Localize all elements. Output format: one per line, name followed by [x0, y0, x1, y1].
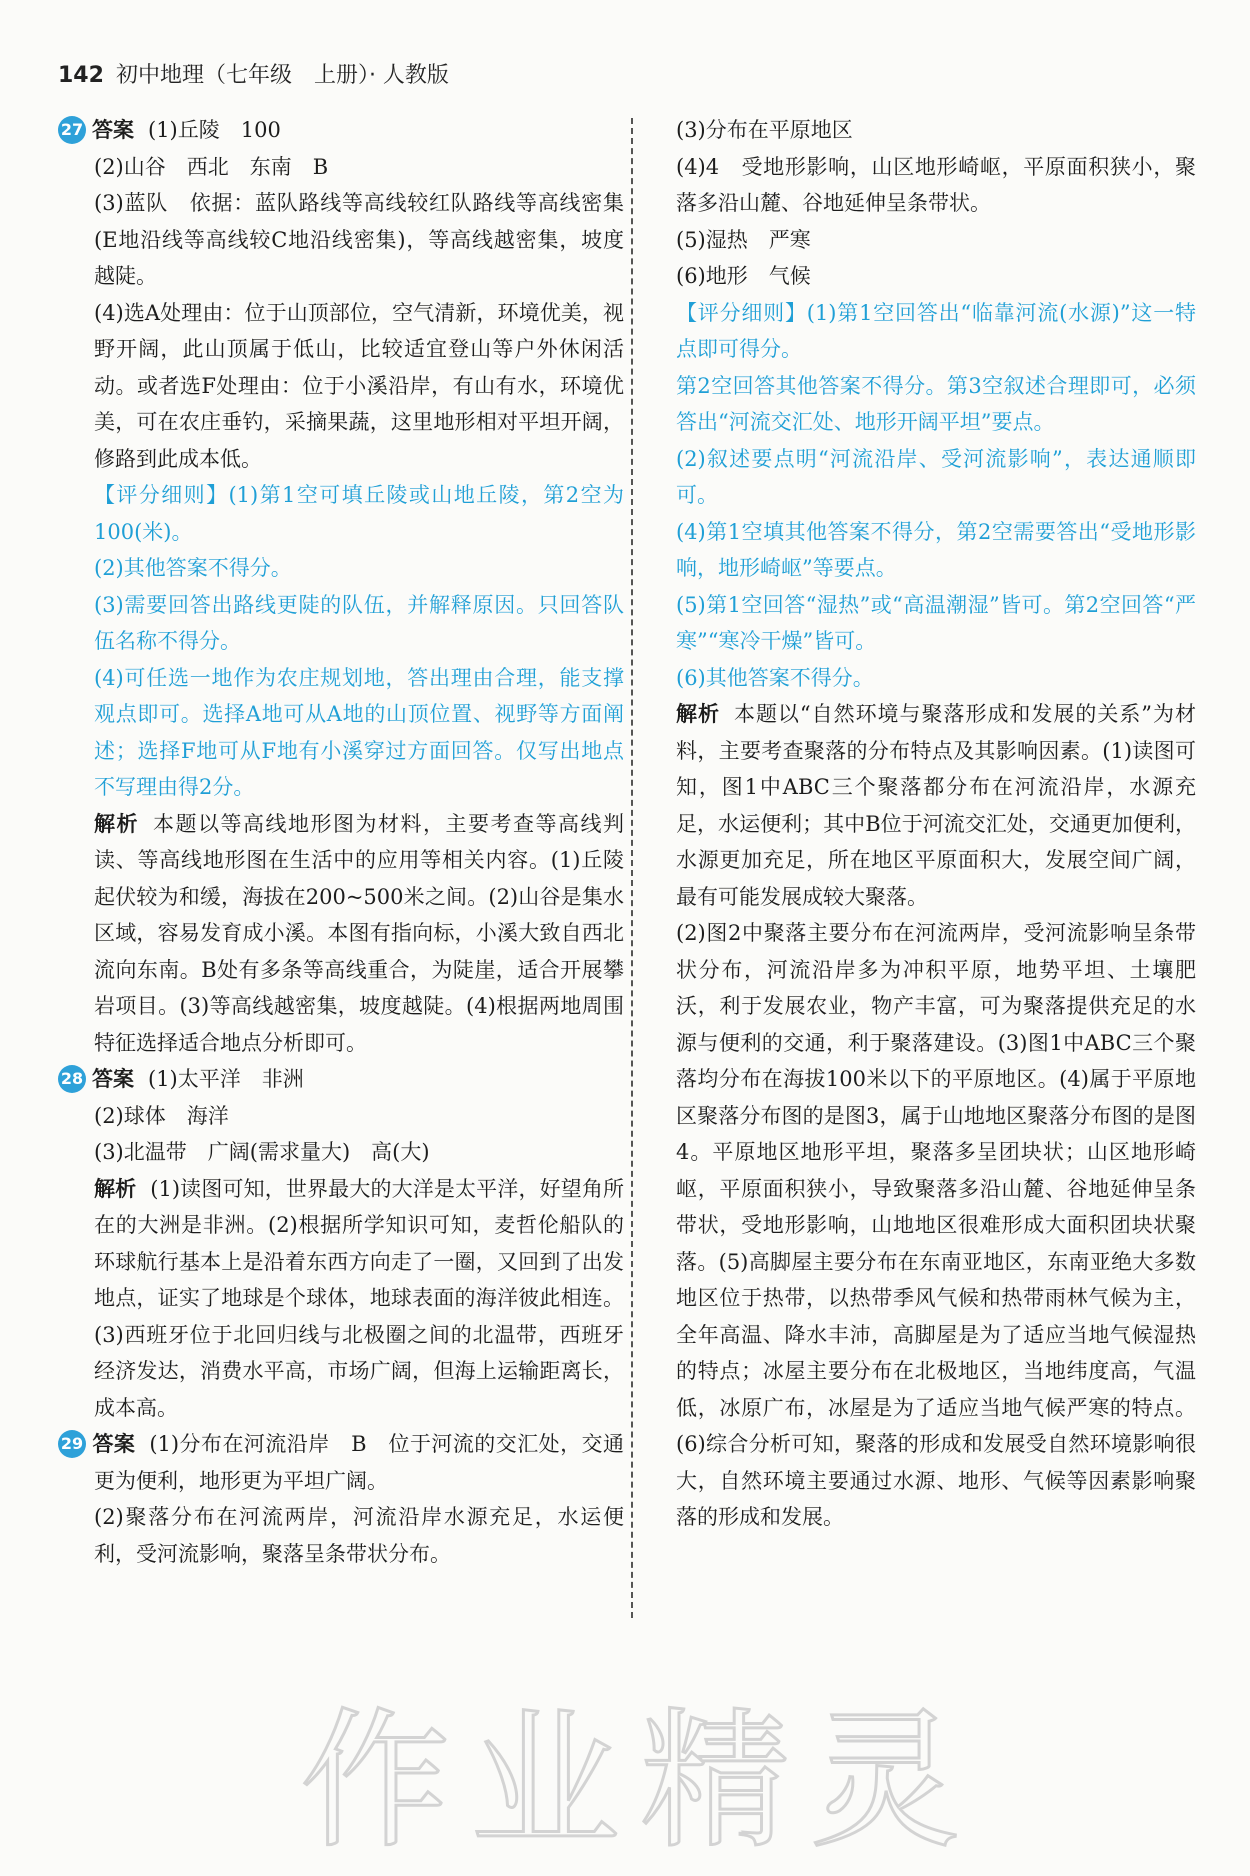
left-column: [60, 112, 625, 1572]
q28-answer-label: 答案: [92, 1067, 134, 1091]
q28-answer-line-3: (3)北温带 广阔(需求量大) 高(大): [94, 1140, 430, 1164]
book-title: 初中地理（七年级 上册）· 人教版: [115, 63, 449, 88]
q27-scoring-4: (4)可任选一地作为农庄规划地，答出理由合理，能支撑观点即可。选择A地可从A地的山顶位置、视野等方面阐述；选择F地可从F地有小溪穿过方面回答。仅写出地点不写理由得2分。: [94, 665, 624, 799]
q27-number-badge: 27: [58, 116, 86, 144]
q27-answer-line-2: (2)山谷 西北 东南 B: [94, 154, 329, 179]
q29-answer-line-6: (6)地形 气候: [676, 264, 811, 288]
page-number: 142: [58, 63, 104, 88]
q27-answer-line-4: (4)选A处理由：位于山顶部位，空气清新，环境优美，视野开阔，此山顶属于低山，比较适宜登山等户外休闲活动。或者选F处理由：位于小溪沿岸，有山有水，环境优美，可在农庄垂钓，采摘果蔬，这里地形相对平坦开阔，修路到此成本低。: [94, 300, 624, 471]
q27-answer-line-3: (3)蓝队 依据：蓝队路线等高线较红队路线等高线密集(E地沿线等高线较C地沿线密集)，等高线越密集，坡度越陡。: [94, 191, 624, 288]
q29-scoring-3: (2)叙述要点明“河流沿岸、受河流影响”，表达通顺即可。: [676, 446, 1196, 507]
q27-analysis-label: 解析: [94, 811, 139, 836]
watermark-text: 作业精灵: [300, 1695, 981, 1869]
q28-number-badge: 28: [58, 1065, 86, 1093]
q29-answer-line-1: 29 答案 (1)分布在河流沿岸 B 位于河流的交汇处，交通更为便利，地形更为平坦广阔。: [94, 1426, 624, 1499]
q27-scoring-2: (2)其他答案不得分。: [94, 556, 292, 580]
q29-scoring-2: 第2空回答其他答案不得分。第3空叙述合理即可，必须答出“河流交汇处、地形开阔平坦”要点。: [676, 373, 1196, 434]
q29-answer-line-4: (4)4 受地形影响，山区地形崎岖，平原面积狭小，聚落多沿山麓、谷地延伸呈条带状。: [676, 154, 1196, 215]
q29-scoring-6: (6)其他答案不得分。: [676, 665, 874, 690]
column-divider: [631, 118, 633, 1618]
q28-answer-line-2: (2)球体 海洋: [94, 1103, 229, 1128]
q29-analysis-cont: (2)图2中聚落主要分布在河流两岸，受河流影响呈条带状分布，河流沿岸多为冲积平原，地势平坦、土壤肥沃，利于发展农业，物产丰富，可为聚落提供充足的水源与便利的交通，利于聚落建设。(3)图1中ABC三个聚落均分布在海拔100米以下的平原地区。(4)属于平原地区聚落分布图的是图3，属于山地地区聚落分布图的是图4。平原地区地形平坦，聚落多呈团块状；山区地形崎岖，平原面积狭小，导致聚落多沿山麓、谷地延伸呈条带状，受地形影响，山地地区很难形成大面积团块状聚落。(5)高脚屋主要分布在东南亚地区，东南亚绝大多数地区位于热带，以热带季风气候和热带雨林气候为主，全年高温、降水丰沛，高脚屋是为了适应当地气候湿热的特点；冰屋主要分布在北极地区，当地纬度高，气温低，冰原广布，冰屋是为了适应当地气候严寒的特点。(6)综合分析可知，聚落的形成和发展受自然环境影响很大，自然环境主要通过水源、地形、气候等因素影响聚落的形成和发展。: [676, 921, 1196, 1529]
q29-scoring-4: (4)第1空填其他答案不得分，第2空需要答出“受地形影响，地形崎岖”等要点。: [676, 519, 1196, 580]
q29-scoring-1: 【评分细则】(1)第1空回答出“临靠河流(水源)”这一特点即可得分。: [676, 300, 1196, 361]
q29-answer-line-5: (5)湿热 严寒: [676, 227, 811, 252]
q28-analysis: 解析 (1)读图可知，世界最大的大洋是太平洋，好望角所在的大洲是非洲。(2)根据所学知识可知，麦哲伦船队的环球航行基本上是沿着东西方向走了一圈，又回到了出发地点，证实了地球是个球体，地球表面的海洋彼此相连。(3)西班牙位于北回归线与北极圈之间的北温带，西班牙经济发达，消费水平高，市场广阔，但海上运输距离长，成本高。: [94, 1176, 625, 1420]
q29-answer-line-3: (3)分布在平原地区: [676, 118, 853, 142]
q27-answer-label: 答案: [92, 118, 134, 142]
q29-number-badge: 29: [58, 1430, 86, 1458]
q27-analysis: 解析 本题以等高线地形图为材料，主要考查等高线判读、等高线地形图在生活中的应用等相关内容。(1)丘陵起伏较为和缓，海拔在200~500米之间。(2)山谷是集水区域，容易发育成小溪。本图有指向标，小溪大致自西北流向东南。B处有多条等高线重合，为陡崖，适合开展攀岩项目。(3)等高线越密集，坡度越陡。(4)根据两地周围特征选择适合地点分析即可。: [94, 811, 624, 1055]
q27-scoring-1: 【评分细则】(1)第1空可填丘陵或山地丘陵，第2空为100(米)。: [94, 483, 624, 544]
q28-answer-line-1: 28 答案 (1)太平洋 非洲: [94, 1061, 624, 1098]
q28-analysis-label: 解析: [94, 1176, 137, 1201]
q29-analysis-label: 解析: [676, 702, 720, 726]
page-header: [58, 58, 449, 89]
q29-answer-label: 答案: [92, 1432, 136, 1456]
q29-answer-line-2: (2)聚落分布在河流两岸，河流沿岸水源充足，水运便利，受河流影响，聚落呈条带状分布。: [94, 1505, 624, 1566]
q27-scoring-3: (3)需要回答出路线更陡的队伍，并解释原因。只回答队伍名称不得分。: [94, 592, 624, 653]
right-column: [676, 112, 1196, 1536]
q29-scoring-5: (5)第1空回答“湿热”或“高温潮湿”皆可。第2空回答“严寒”“寒冷干燥”皆可。: [676, 592, 1196, 653]
q29-analysis: 解析 本题以“自然环境与聚落形成和发展的关系”为材料，主要考查聚落的分布特点及其影响因素。(1)读图可知，图1中ABC三个聚落都分布在河流沿岸，水源充足，水运便利；其中B位于河流交汇处，交通更加便利，水源更加充足，所在地区平原面积大，发展空间广阔，最有可能发展成较大聚落。: [676, 702, 1196, 909]
q27-answer-line-1: 27 答案 (1)丘陵 100: [94, 112, 624, 149]
